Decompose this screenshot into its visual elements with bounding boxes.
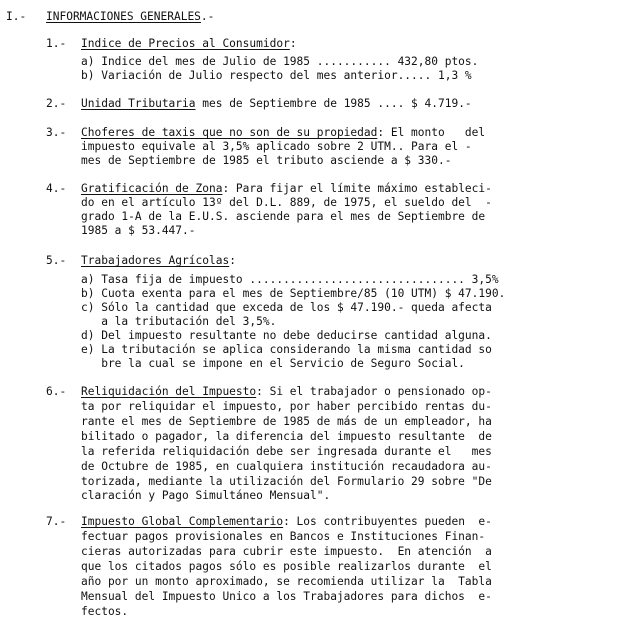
item-heading	[81, 385, 492, 400]
item-line: impuesto equivale al 3,5% aplicado sobre 2 UTM.. Para el -	[81, 140, 472, 153]
item-heading	[81, 97, 472, 112]
item-line: rante el mes de Septiembre de 1985 de más de un empleador, ha	[81, 415, 492, 428]
item-heading	[81, 126, 485, 141]
item-line: claración y Pago Simultáneo Mensual".	[81, 489, 331, 502]
item-line: b) Variación de Julio respecto del mes anterior..... 1,3 %	[81, 69, 472, 82]
item-heading-text: : El monto del	[377, 126, 486, 139]
item-number: 5.-	[46, 254, 67, 267]
item-heading-text: : Los contribuyentes pueden e-	[283, 515, 492, 528]
item-title: Choferes de taxis que no son de su propiedad	[81, 126, 378, 139]
item-heading-text: :	[289, 37, 297, 50]
item-line: c) Sólo la cantidad que exceda de los $ 47.190.- queda afecta	[81, 301, 492, 314]
item-title: Unidad Tributaria	[81, 97, 196, 110]
item-line: bilitado o pagador, la diferencia del impuesto resultante de	[81, 430, 492, 443]
item-heading	[81, 254, 236, 269]
item-number: 2.-	[46, 97, 67, 110]
item-number: 4.-	[46, 182, 67, 195]
item-number: 6.-	[46, 385, 67, 398]
section-number: I.-	[6, 10, 27, 23]
item-line: fectuar pagos provisionales en Bancos e Instituciones Finan-	[81, 530, 486, 543]
item-number: 3.-	[46, 126, 67, 139]
item-title: Indice de Precios al Consumidor	[81, 37, 290, 50]
item-title: Impuesto Global Complementario	[81, 515, 284, 528]
item-line: bre la cual se impone en el Servicio de Seguro Social.	[81, 357, 465, 370]
item-line: do en el artículo 13º del D.L. 889, de 1975, el sueldo del -	[81, 196, 492, 209]
item-line: ta por reliquidar el impuesto, por haber percibido rentas du-	[81, 400, 492, 413]
item-heading	[81, 515, 492, 530]
item-number: 1.-	[46, 37, 67, 50]
item-line: año por un monto aproximado, se recomienda utilizar la Tabla	[81, 575, 492, 588]
item-heading-text: : Si el trabajador o pensionado op-	[256, 385, 492, 398]
section-title-suffix: .-	[200, 10, 215, 23]
item-heading-text: : Para fijar el límite máximo estableci-	[222, 182, 492, 195]
item-line: a) Indice del mes de Julio de 1985 ........... 432,80 ptos.	[81, 55, 479, 68]
item-title: Trabajadores Agrícolas	[81, 254, 230, 267]
item-line: Mensual del Impuesto Unico a los Trabajadores para dichos e-	[81, 590, 492, 603]
item-line: que los citados pagos sólo es posible realizarlos durante el	[81, 560, 492, 573]
item-heading	[81, 182, 492, 197]
item-line: mes de Septiembre de 1985 el tributo asciende a $ 330.-	[81, 154, 452, 167]
item-title: Reliquidación del Impuesto	[81, 385, 257, 398]
item-line: torizada, mediante la utilización del Formulario 29 sobre "De	[81, 475, 492, 488]
item-line: grado 1-A de la E.U.S. asciende para el mes de Septiembre de	[81, 210, 486, 223]
item-line: a la tributación del 3,5%.	[81, 315, 277, 328]
item-heading-text: :	[229, 254, 236, 267]
item-line: la referida reliquidación debe ser ingresada durante el mes	[81, 445, 492, 458]
item-line: d) Del impuesto resultante no debe deducirse cantidad alguna.	[81, 329, 492, 342]
item-line: fectos.	[81, 605, 129, 618]
item-title: Gratificación de Zona	[81, 182, 223, 195]
item-heading-text: mes de Septiembre de 1985 .... $ 4.719.-	[195, 97, 472, 110]
item-line: b) Cuota exenta para el mes de Septiembre/85 (10 UTM) $ 47.190.	[81, 287, 506, 300]
section-title: INFORMACIONES GENERALES	[46, 10, 201, 23]
item-line: cieras autorizadas para cubrir este impuesto. En atención a	[81, 545, 492, 558]
item-line: e) La tributación se aplica considerando la misma cantidad so	[81, 343, 492, 356]
section-heading	[46, 10, 214, 25]
item-line: 1985 a $ 53.447.-	[81, 224, 196, 237]
item-number: 7.-	[46, 515, 67, 528]
item-heading	[81, 37, 297, 52]
item-line: de Octubre de 1985, en cualquiera institución recaudadora au-	[81, 460, 492, 473]
item-line: a) Tasa fija de impuesto ................................ 3,5%	[81, 273, 499, 286]
